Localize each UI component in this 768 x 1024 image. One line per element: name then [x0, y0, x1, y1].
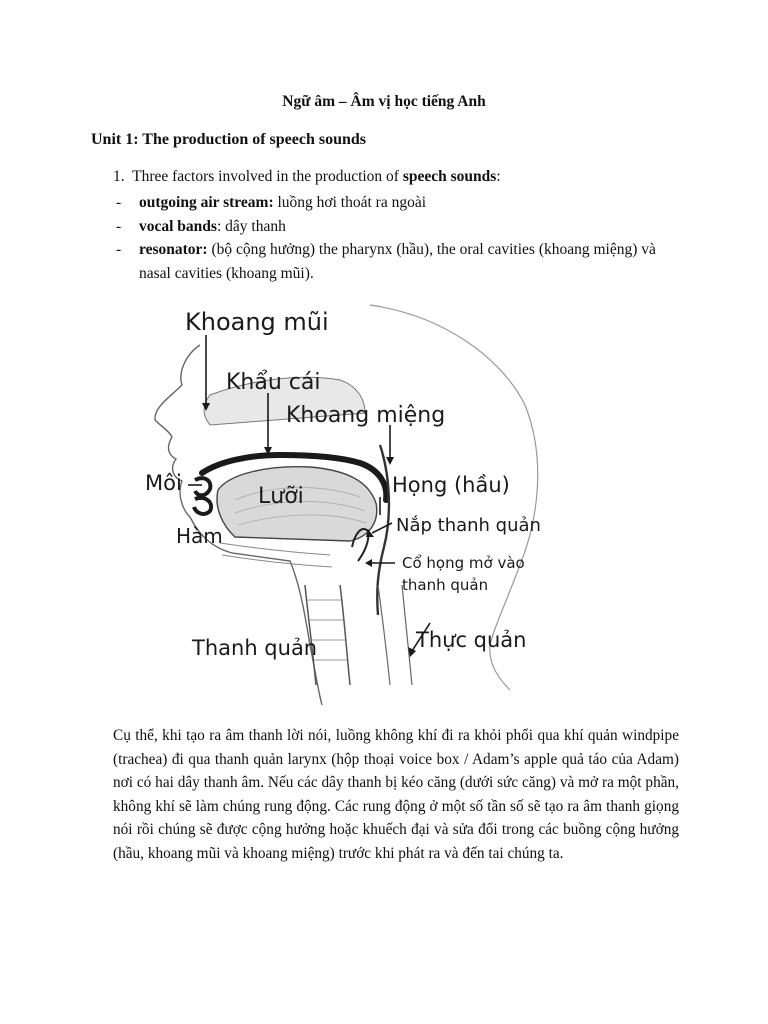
list-dash: -: [116, 241, 122, 258]
label-pharynx: Họng (hầu): [392, 473, 510, 497]
document-title: Ngữ âm – Âm vị học tiếng Anh: [282, 93, 486, 110]
label-lips: Môi: [145, 471, 182, 495]
jaw-muscles: [220, 543, 332, 567]
list-term: resonator:: [139, 241, 208, 258]
label-tongue: Lưỡi: [258, 484, 304, 509]
list-dash: -: [116, 217, 122, 235]
label-larynx: Thanh quản: [192, 636, 318, 660]
intro-number: 1.: [113, 168, 125, 185]
factor-list: [113, 191, 673, 285]
label-epiglottis: Nắp thanh quản: [396, 515, 541, 536]
explanation-paragraph: Cụ thể, khi tạo ra âm thanh lời nói, luồng không khí đi ra khỏi phổi qua khí quản windpipe (trachea) đi qua thanh quản larynx (hộp thoại voice box / Adam’s apple quả táo của Adam) nơi có hai dây thanh âm. Nếu các dây thanh bị kéo căng (dưới sức căng) và mở ra một phần, không khí sẽ làm chúng rung động. Các rung động ở một số tần số sẽ tạo ra âm thanh giọng nói rồi chúng sẽ được cộng hưởng hoặc khuếch đại và sửa đổi trong các buồng cộng hưởng (hầu, khoang mũi và khoang miệng) trước khi phát ra và đến tai chúng ta.: [113, 727, 679, 862]
list-term: outgoing air stream:: [139, 194, 274, 211]
list-desc: : dây thanh: [216, 217, 286, 235]
intro-bold-term: speech sounds: [402, 168, 497, 185]
intro-colon: :: [496, 168, 501, 185]
label-esophagus: Thực quản: [416, 628, 527, 652]
label-palate: Khẩu cái: [226, 370, 321, 395]
label-glottis-2: thanh quản: [402, 576, 489, 594]
label-nasal-cavity: Khoang mũi: [185, 308, 329, 336]
list-desc: luồng hơi thoát ra ngoài: [273, 194, 427, 211]
lips: [194, 478, 211, 514]
list-term: vocal bands: [139, 217, 217, 235]
list-item: [113, 238, 673, 285]
list-item: [113, 215, 673, 239]
vocal-tract-diagram: [140, 285, 560, 710]
label-jaw: Hàm: [176, 524, 223, 548]
list-desc: (bộ cộng hưởng) the pharynx (hầu), the oral cavities (khoang miệng) và nasal cavities (khoang mũi).: [139, 241, 656, 282]
list-item: [113, 191, 673, 215]
unit-title: Unit 1: The production of speech sounds: [91, 131, 367, 148]
esophagus-tube: [378, 585, 412, 685]
label-oral-cavity: Khoang miệng: [286, 403, 446, 428]
intro-line: [113, 168, 501, 186]
list-dash: -: [116, 194, 122, 211]
label-glottis-1: Cổ họng mở vào: [402, 554, 525, 572]
intro-text: Three factors involved in the production of: [132, 168, 403, 185]
